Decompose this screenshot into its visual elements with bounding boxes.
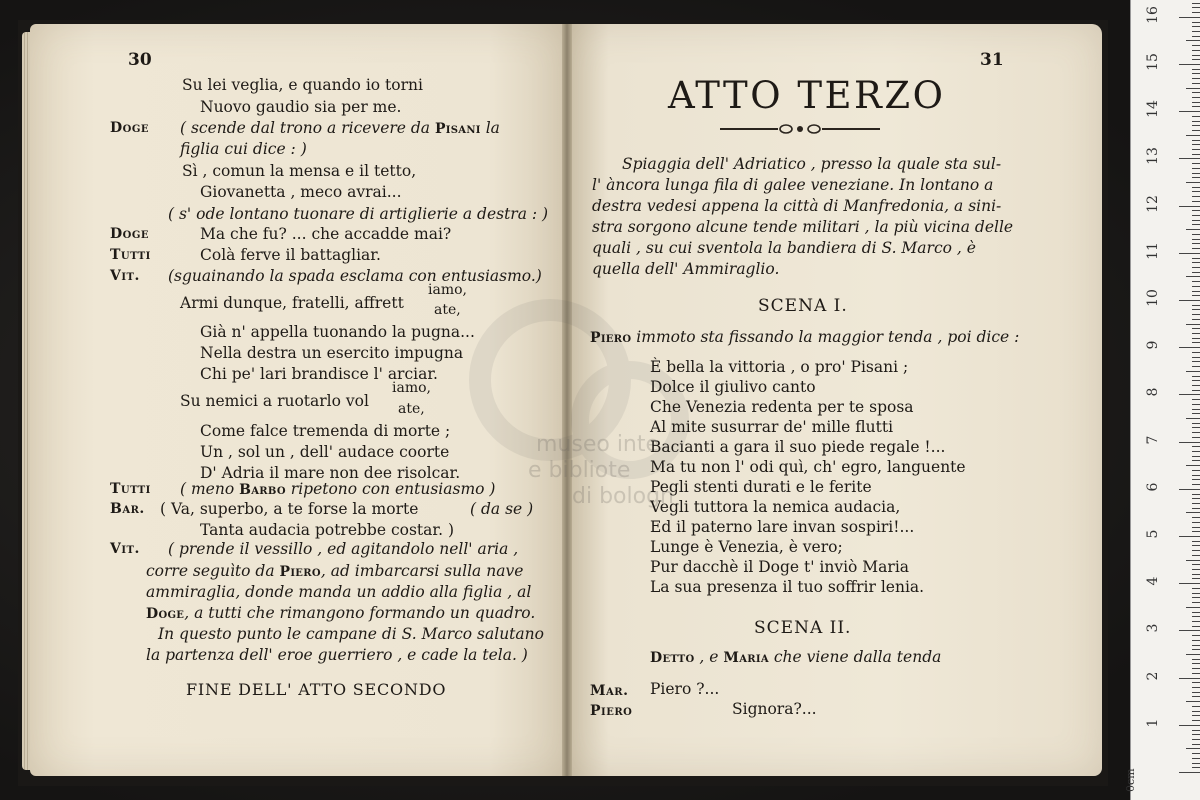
verse-line: Nella destra un esercito impugna: [200, 344, 464, 362]
verse-line: È bella la vittoria , o pro' Pisani ;: [650, 358, 909, 376]
ruler-tick: [1192, 706, 1200, 707]
verse-line: Un , sol un , dell' audace coorte: [200, 443, 450, 461]
ruler-tick: [1192, 31, 1200, 32]
verse-line: Su lei veglia, e quando io torni: [182, 76, 423, 94]
verse-line: Nuovo gaudio sia per me.: [200, 98, 402, 116]
verse-line: Pur dacchè il Doge t' inviò Maria: [650, 558, 910, 576]
scene-description: l' àncora lunga fila di galee veneziane. In lontano a: [592, 176, 994, 194]
ruler-tick: [1192, 220, 1200, 221]
ruler-tick: [1192, 470, 1200, 471]
ruler-tick: [1192, 55, 1200, 56]
ruler-tick: [1186, 654, 1200, 655]
verse-line: Pegli stenti durati e le ferite: [650, 478, 872, 496]
ruler-tick: [1192, 97, 1200, 98]
verse-line: Come falce tremenda di morte ;: [200, 422, 451, 440]
ruler-tick: [1192, 319, 1200, 320]
ruler-tick: [1192, 177, 1200, 178]
ruler-tick: [1192, 50, 1200, 51]
ruler-tick: [1179, 583, 1200, 584]
ruler-tick: [1186, 276, 1200, 277]
ruler-tick: [1186, 701, 1200, 702]
ruler-tick: [1192, 291, 1200, 292]
ruler-tick: [1192, 696, 1200, 697]
scene-description: destra vedesi appena la città di Manfredonia, a sini-: [592, 197, 1002, 215]
ruler-tick: [1192, 338, 1200, 339]
ruler-tick: [1192, 262, 1200, 263]
ruler-tick: [1192, 593, 1200, 594]
ruler-tick: [1179, 536, 1200, 537]
stage-direction: figlia cui dice : ): [180, 140, 307, 158]
ruler-tick: [1192, 36, 1200, 37]
ruler-tick: [1192, 692, 1200, 693]
ruler-tick: [1192, 673, 1200, 674]
ruler-tick: [1192, 460, 1200, 461]
ruler-tick: [1192, 758, 1200, 759]
ruler-tick: [1179, 300, 1200, 301]
ruler-tick: [1179, 772, 1200, 773]
ruler-tick: [1192, 342, 1200, 343]
ruler-tick: [1179, 725, 1200, 726]
ruler-tick: [1192, 484, 1200, 485]
ruler-tick: [1192, 357, 1200, 358]
ruler-tick: [1192, 508, 1200, 509]
ruler-tick: [1192, 281, 1200, 282]
ruler-tick: [1179, 347, 1200, 348]
verse-line: Dolce il giulivo canto: [650, 378, 816, 396]
ruler-tick: [1192, 640, 1200, 641]
verse-line: Al mite susurrar de' mille flutti: [650, 418, 894, 436]
ruler-number: 7: [1145, 435, 1161, 445]
ruler-tick: [1192, 385, 1200, 386]
ruler-tick: [1192, 286, 1200, 287]
ruler-tick: [1192, 3, 1200, 4]
ruler-tick: [1192, 626, 1200, 627]
ruler-tick: [1186, 512, 1200, 513]
verse-suffix-bottom: ate,: [434, 302, 461, 318]
ruler-tick: [1192, 451, 1200, 452]
ruler-tick: [1192, 83, 1200, 84]
ruler-tick: [1192, 7, 1200, 8]
verse-line: Che Venezia redenta per te sposa: [650, 398, 914, 416]
speaker-label: Piero: [590, 703, 633, 719]
ruler-tick: [1192, 404, 1200, 405]
ruler-tick: [1192, 456, 1200, 457]
ruler-tick: [1192, 503, 1200, 504]
ruler-tick: [1192, 545, 1200, 546]
ruler-tick: [1192, 59, 1200, 60]
ruler-unit-label: 0cm: [1124, 768, 1137, 792]
stage-direction: ( meno Barbo ripetono con entusiasmo ): [180, 480, 496, 498]
verse-line: Colà ferve il battagliar.: [200, 246, 381, 264]
verse-line: Lunge è Venezia, è vero;: [650, 538, 843, 556]
ruler-tick: [1179, 206, 1200, 207]
ruler-tick: [1192, 380, 1200, 381]
ruler-tick: [1186, 748, 1200, 749]
ruler-tick: [1179, 630, 1200, 631]
ruler-tick: [1192, 612, 1200, 613]
ruler-tick: [1192, 498, 1200, 499]
ruler-tick: [1192, 715, 1200, 716]
ruler-tick: [1192, 45, 1200, 46]
ruler-number: 12: [1145, 194, 1161, 213]
ruler-tick: [1186, 135, 1200, 136]
verse-line: Armi dunque, fratelli, affrett: [180, 294, 404, 312]
ruler-tick: [1186, 607, 1200, 608]
ruler-number: 10: [1145, 289, 1161, 307]
ruler-tick: [1192, 121, 1200, 122]
ruler-tick: [1192, 687, 1200, 688]
ruler-tick: [1192, 224, 1200, 225]
ruler-tick: [1192, 767, 1200, 768]
dialogue-line: Signora?...: [732, 700, 817, 718]
ruler-tick: [1192, 527, 1200, 528]
ruler-tick: [1192, 399, 1200, 400]
verse-line: Giovanetta , meco avrai...: [200, 183, 402, 201]
dialogue-line: Piero ?...: [650, 680, 720, 698]
ruler-tick: [1192, 376, 1200, 377]
verse-line: D' Adria il mare non dee risolcar.: [200, 464, 461, 482]
ruler-tick: [1192, 267, 1200, 268]
ruler-tick: [1192, 116, 1200, 117]
ruler-tick: [1192, 191, 1200, 192]
speaker-label: Mar.: [590, 683, 629, 699]
scene-description: Spiaggia dell' Adriatico , presso la quale sta sul-: [622, 155, 1002, 173]
verse-suffix-top: iamo,: [428, 282, 467, 298]
ruler-tick: [1192, 248, 1200, 249]
ruler-tick: [1192, 305, 1200, 306]
ruler-tick: [1192, 154, 1200, 155]
ruler-tick: [1192, 423, 1200, 424]
ruler-tick: [1186, 229, 1200, 230]
ruler-number: 6: [1145, 482, 1161, 492]
ruler-tick: [1192, 413, 1200, 414]
ruler-tick: [1192, 102, 1200, 103]
ruler-tick: [1179, 158, 1200, 159]
ruler-tick: [1186, 418, 1200, 419]
ruler-tick: [1192, 361, 1200, 362]
left-page-number: 30: [128, 50, 152, 70]
ruler-tick: [1192, 550, 1200, 551]
ruler-tick: [1192, 210, 1200, 211]
ruler-tick: [1192, 149, 1200, 150]
ruler-tick: [1192, 574, 1200, 575]
ruler-tick: [1192, 668, 1200, 669]
ruler-tick: [1192, 125, 1200, 126]
ruler-tick: [1192, 12, 1200, 13]
ruler-tick: [1192, 272, 1200, 273]
ruler-tick: [1192, 409, 1200, 410]
ruler-number: 8: [1145, 387, 1161, 397]
stage-direction: In questo punto le campane di S. Marco salutano: [158, 625, 544, 643]
stage-direction: ( prende il vessillo , ed agitandolo nell' aria ,: [168, 540, 519, 558]
ruler-tick: [1179, 394, 1200, 395]
ruler-tick: [1192, 243, 1200, 244]
ruler-tick: [1179, 253, 1200, 254]
ruler-tick: [1192, 437, 1200, 438]
ruler-number: 2: [1145, 671, 1161, 681]
verse-line: La sua presenza il tuo soffrir lenia.: [650, 578, 925, 596]
ruler-tick: [1186, 324, 1200, 325]
ruler-tick: [1179, 111, 1200, 112]
stage-direction: ammiraglia, donde manda un addio alla figlia , al: [146, 583, 532, 601]
ruler-tick: [1192, 659, 1200, 660]
ruler-tick: [1192, 187, 1200, 188]
ruler-tick: [1179, 678, 1200, 679]
ruler-tick: [1192, 621, 1200, 622]
verse-line: Ma che fu? ... che accadde mai?: [200, 225, 452, 243]
measurement-ruler: [1124, 0, 1200, 800]
scene-description: stra sorgono alcune tende militari , la più vicina delle: [592, 218, 1014, 236]
ruler-number: 1: [1145, 718, 1161, 728]
ruler-tick: [1192, 739, 1200, 740]
ruler-tick: [1192, 78, 1200, 79]
ruler-tick: [1192, 130, 1200, 131]
ruler-tick: [1192, 196, 1200, 197]
ruler-tick: [1192, 569, 1200, 570]
ruler-tick: [1192, 479, 1200, 480]
ruler-tick: [1192, 744, 1200, 745]
ruler-tick: [1192, 645, 1200, 646]
ruler-tick: [1192, 663, 1200, 664]
ruler-tick: [1192, 475, 1200, 476]
ruler-tick: [1186, 40, 1200, 41]
stage-direction: ( scende dal trono a ricevere da Pisani la: [180, 119, 500, 137]
stage-direction: Doge, a tutti che rimangono formando un quadro.: [146, 604, 536, 622]
act-end-heading: FINE DELL' ATTO SECONDO: [186, 680, 447, 699]
ruler-tick: [1192, 234, 1200, 235]
ruler-tick: [1192, 597, 1200, 598]
ruler-tick: [1192, 711, 1200, 712]
ruler-tick: [1192, 446, 1200, 447]
verse-line: Su nemici a ruotarlo vol: [180, 392, 369, 410]
ruler-tick: [1192, 616, 1200, 617]
ruler-number: 9: [1145, 340, 1161, 350]
ruler-tick: [1192, 390, 1200, 391]
watermark-line-3: di bologn: [572, 484, 674, 509]
verse-line: Ed il paterno lare invan sospiri!...: [650, 518, 915, 536]
ruler-tick: [1192, 352, 1200, 353]
verse-line: Tanta audacia potrebbe costar. ): [200, 521, 455, 539]
ruler-tick: [1192, 140, 1200, 141]
speaker-label: Vit.: [110, 268, 140, 284]
ruler-tick: [1192, 201, 1200, 202]
fleuron-ornament: [720, 122, 880, 136]
ruler-tick: [1192, 73, 1200, 74]
verse-line: Ma tu non l' odi quì, ch' egro, languente: [650, 458, 966, 476]
verse-line: Sì , comun la mensa e il tetto,: [182, 162, 417, 180]
act-title: ATTO TERZO: [668, 74, 946, 117]
ruler-number: 14: [1145, 100, 1161, 119]
stage-direction: (sguainando la spada esclama con entusiasmo.): [168, 267, 542, 285]
stage-direction: Piero immoto sta fissando la maggior tenda , poi dice :: [590, 328, 1020, 346]
ruler-tick: [1192, 239, 1200, 240]
ruler-number: 3: [1145, 623, 1161, 633]
ruler-tick: [1192, 730, 1200, 731]
ruler-tick: [1179, 442, 1200, 443]
stage-direction: ( s' ode lontano tuonare di artiglierie a destra : ): [168, 205, 549, 223]
ruler-tick: [1192, 69, 1200, 70]
scene-description: quella dell' Ammiraglio.: [592, 260, 780, 278]
aside-direction: ( da se ): [470, 500, 534, 518]
watermark-line-2: e bibliote: [528, 458, 631, 483]
verse-line: ( Va, superbo, a te forse la morte: [160, 500, 419, 518]
verse-suffix-top: iamo,: [392, 380, 431, 396]
ruler-tick: [1179, 64, 1200, 65]
ruler-number: 11: [1145, 241, 1161, 260]
ruler-number: 4: [1145, 576, 1161, 586]
ruler-number: 15: [1145, 53, 1161, 71]
verse-line: Vegli tuttora la nemica audacia,: [650, 498, 901, 516]
ruler-tick: [1192, 168, 1200, 169]
watermark-line-1: museo inte: [536, 432, 660, 457]
ruler-tick: [1192, 26, 1200, 27]
ruler-tick: [1192, 215, 1200, 216]
speaker-label: Vit.: [110, 541, 140, 557]
ruler-tick: [1192, 635, 1200, 636]
scene-heading: SCENA I.: [758, 296, 848, 316]
ruler-tick: [1192, 602, 1200, 603]
scene-heading: SCENA II.: [754, 618, 852, 638]
ruler-tick: [1186, 371, 1200, 372]
ruler-tick: [1192, 314, 1200, 315]
ruler-tick: [1192, 432, 1200, 433]
verse-line: Chi pe' lari brandisce l' arciar.: [200, 365, 438, 383]
speaker-label: Bar.: [110, 501, 145, 517]
ruler-tick: [1186, 182, 1200, 183]
ruler-tick: [1192, 328, 1200, 329]
speaker-label: Doge: [110, 120, 150, 136]
ruler-tick: [1192, 366, 1200, 367]
ruler-number: 5: [1145, 529, 1161, 539]
ruler-number: 16: [1145, 5, 1161, 24]
verse-line: Già n' appella tuonando la pugna...: [200, 323, 475, 341]
ruler-tick: [1192, 333, 1200, 334]
ruler-tick: [1192, 106, 1200, 107]
verse-line: Bacianti a gara il suo piede regale !...: [650, 438, 946, 456]
ruler-tick: [1186, 560, 1200, 561]
ruler-tick: [1192, 92, 1200, 93]
ruler-tick: [1192, 564, 1200, 565]
speaker-label: Doge: [110, 226, 150, 242]
ruler-tick: [1179, 489, 1200, 490]
ruler-tick: [1192, 173, 1200, 174]
ruler-tick: [1186, 88, 1200, 89]
ruler-tick: [1179, 17, 1200, 18]
ruler-tick: [1192, 588, 1200, 589]
stage-direction: la partenza dell' eroe guerriero , e cade la tela. ): [146, 646, 528, 664]
ruler-tick: [1192, 494, 1200, 495]
speaker-label: Tutti: [110, 481, 151, 497]
ruler-tick: [1192, 522, 1200, 523]
ruler-tick: [1192, 427, 1200, 428]
scene-description: quali , su cui sventola la bandiera di S. Marco , è: [592, 239, 976, 257]
ruler-tick: [1192, 295, 1200, 296]
ruler-tick: [1192, 753, 1200, 754]
ruler-tick: [1192, 531, 1200, 532]
ruler-tick: [1192, 309, 1200, 310]
ruler-tick: [1186, 465, 1200, 466]
stage-direction: corre seguìto da Piero, ad imbarcarsi sulla nave: [146, 562, 524, 580]
ruler-tick: [1192, 682, 1200, 683]
ruler-tick: [1192, 649, 1200, 650]
ruler-tick: [1192, 734, 1200, 735]
speaker-label: Tutti: [110, 247, 151, 263]
ruler-tick: [1192, 258, 1200, 259]
ruler-number: 13: [1145, 147, 1161, 166]
right-page-number: 31: [980, 50, 1004, 70]
ruler-tick: [1192, 517, 1200, 518]
stage-direction: Detto , e Maria che viene dalla tenda: [650, 648, 942, 666]
ruler-tick: [1192, 22, 1200, 23]
ruler-tick: [1192, 555, 1200, 556]
ruler-tick: [1192, 163, 1200, 164]
ruler-tick: [1192, 578, 1200, 579]
verse-suffix-bottom: ate,: [398, 401, 425, 417]
ruler-tick: [1192, 763, 1200, 764]
ruler-tick: [1192, 720, 1200, 721]
ruler-tick: [1192, 144, 1200, 145]
ruler-tick: [1192, 541, 1200, 542]
